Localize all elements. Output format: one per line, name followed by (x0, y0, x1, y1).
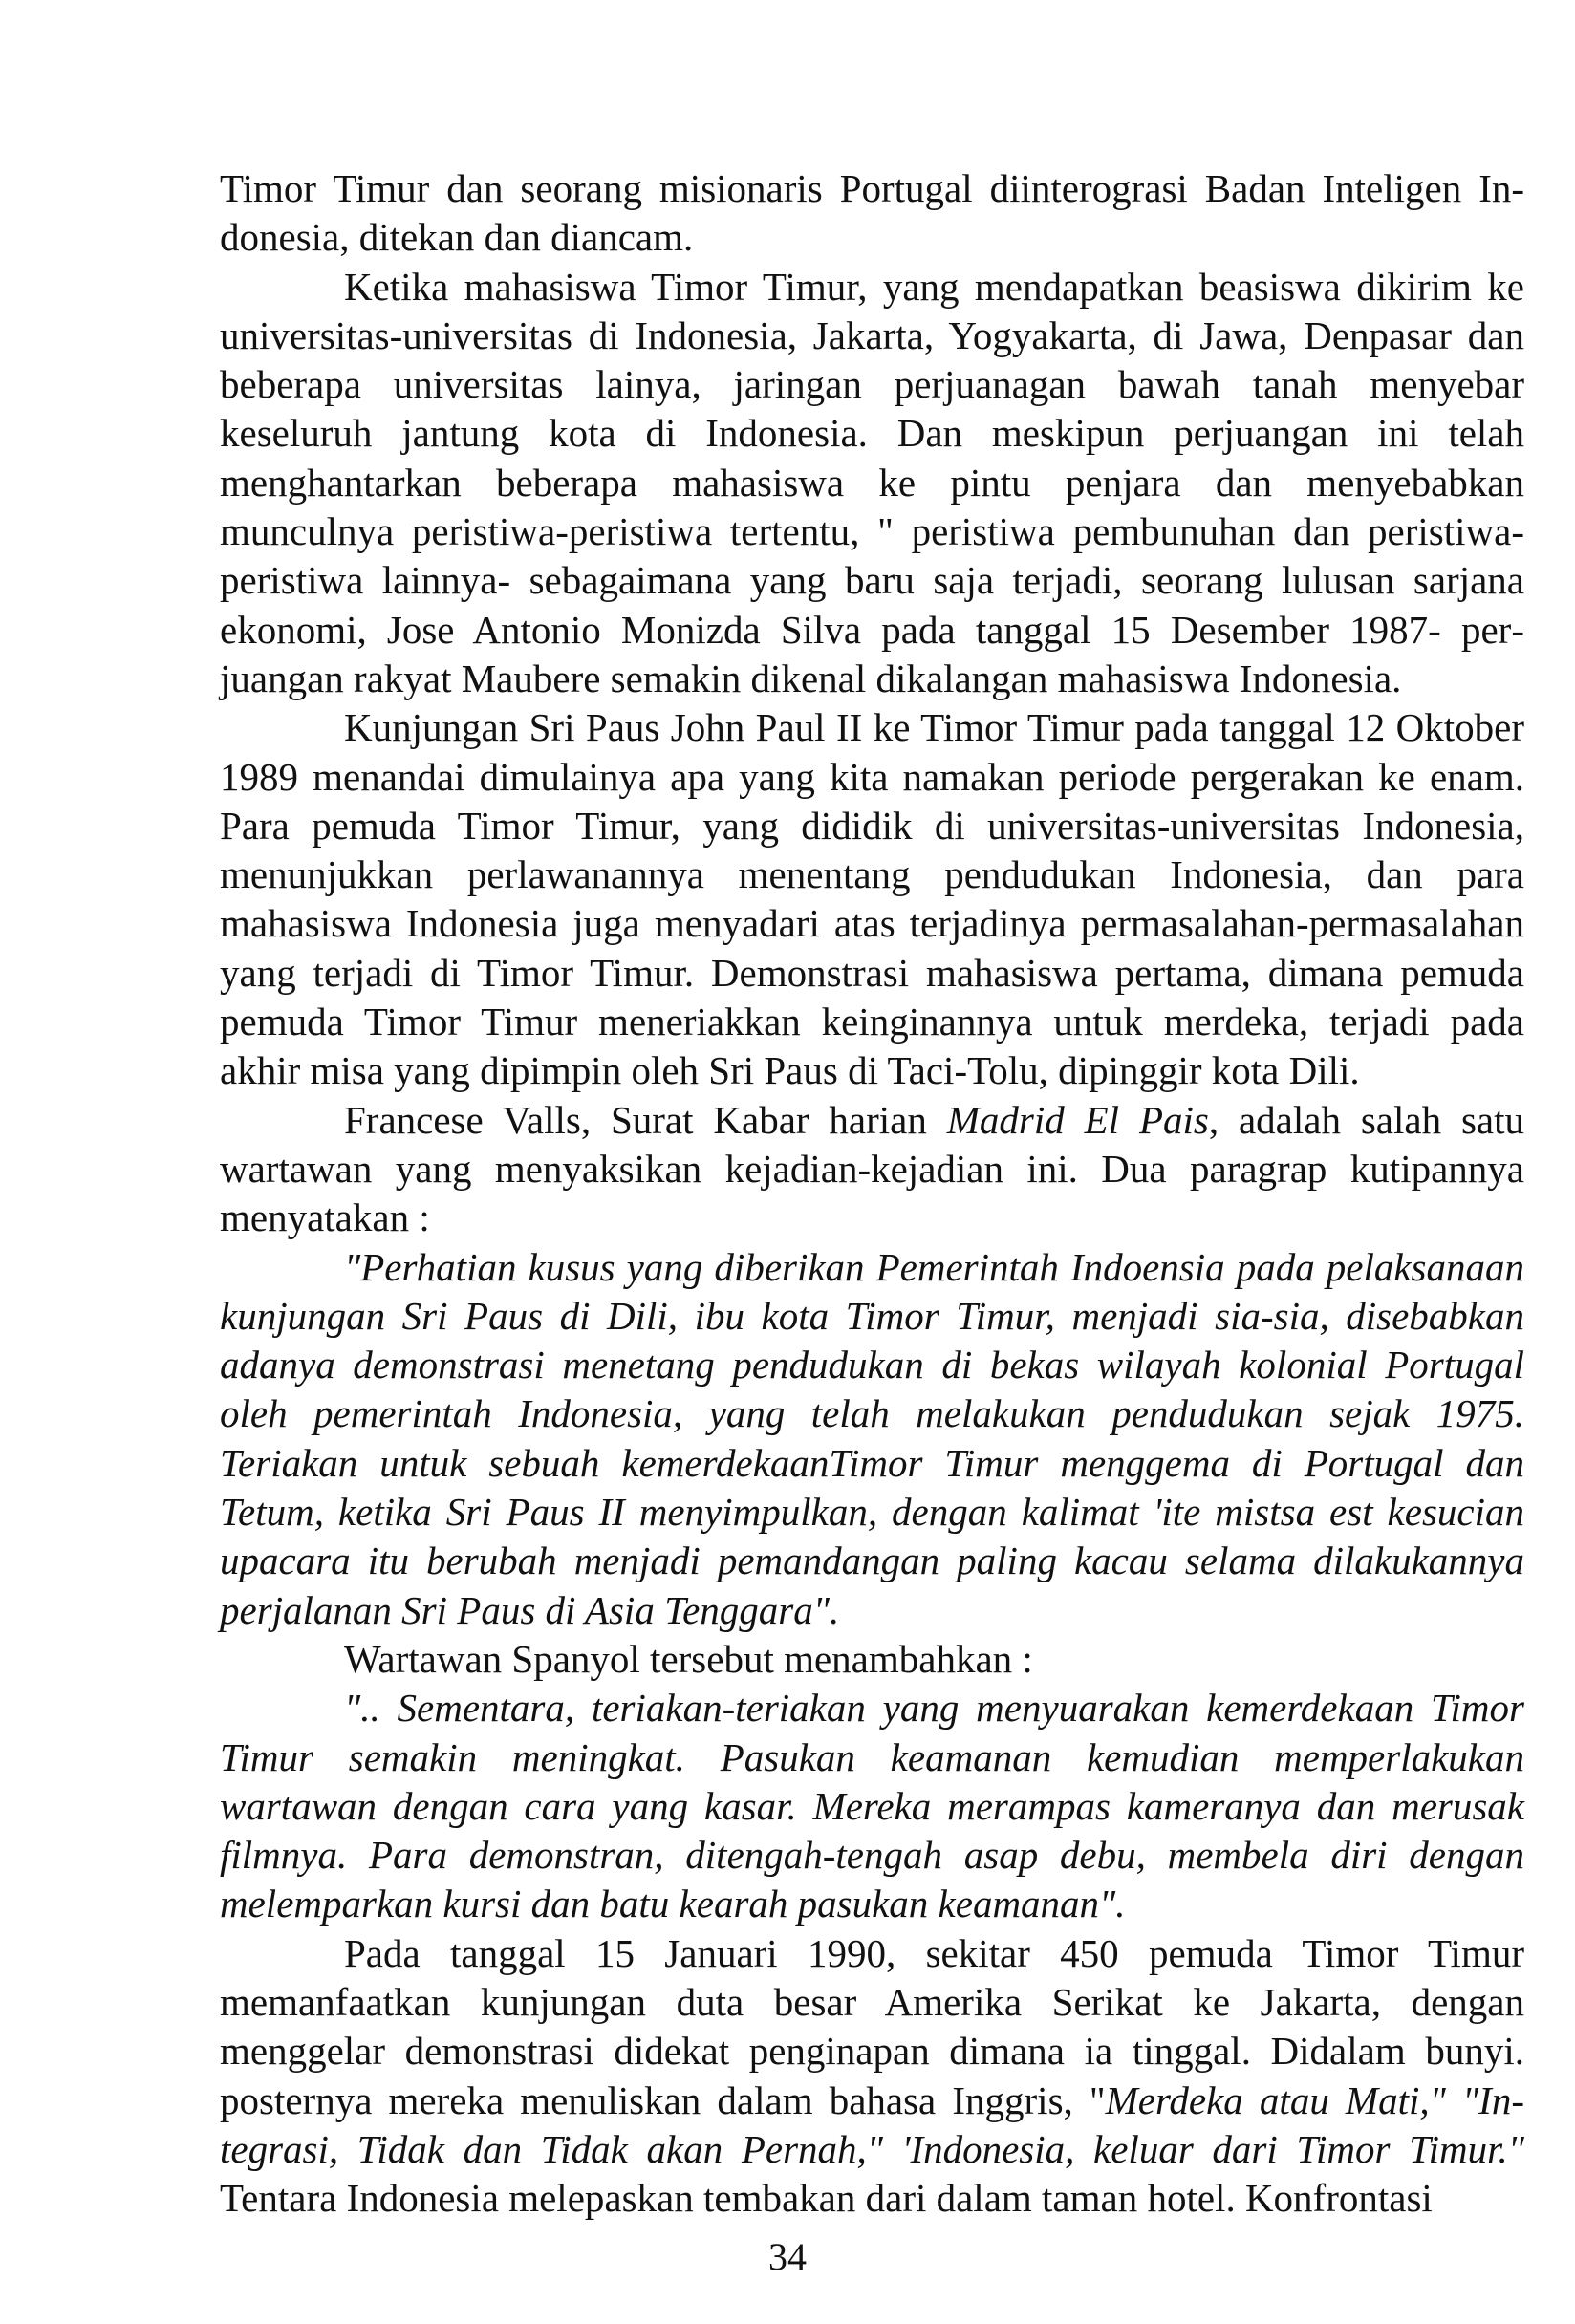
quote-1-text: "Perhatian kusus yang diberikan Pemerintah Indoensia pada pelaksanaan kunjungan Sri Paus di Dili, ibu kota Timor Timur, menjadi sia-sia, disebabkan adanya demonstrasi menetang pendudukan di bekas wilayah kolonial Portugal oleh pemerintah Indonesia, yang telah melakukan pendudukan sejak 1975. Teriakan untuk sebuah kemerdekaanTimor Timur menggema di Portugal dan Tetum, ketika Sri Paus II menyimpulkan, dengan kalimat 'ite mistsa est kesucian upacara itu berubah menjadi pemandangan paling kacau selama dilakukannya perjalanan Sri Paus di Asia Tenggara". (220, 1244, 1524, 1632)
paragraph-2-text: Ketika mahasiswa Timor Timur, yang mendapatkan beasiswa dikirim ke universitas-universitas di Indonesia, Jakarta, Yogyakarta, di Jawa, Denpasar dan beberapa universitas lainya, jaringan perjuanagan bawah tanah menyebar keseluruh jantung kota di Indonesia. Dan meskipun perjuangan ini telah menghantarkan beberapa mahasiswa ke pintu penjara dan menyebabkan munculnya peristiwa-peristiwa tertentu, " peristiwa pembunuhan dan peristiwaperistiwa lainnya- sebagaimana yang baru saja terjadi, seorang lulusan sarjana ekonomi, Jose Antonio Monizda Silva pada tanggal 15 Desember 1987- perjuangan rakyat Maubere semakin dikenal dikalangan mahasiswa Indonesia. (220, 264, 1524, 700)
newspaper-title: Madrid El Pais (946, 1097, 1209, 1142)
paragraph-2 (220, 263, 1524, 704)
paragraph-3 (220, 703, 1524, 1095)
page-body (220, 164, 1524, 2223)
paragraph-4-text-b: , adalah salah satu wartawan yang menyaksikan kejadian-kejadian ini. Dua paragrap kutipannya menyatakan : (220, 1097, 1524, 1240)
quote-2 (220, 1684, 1524, 1928)
paragraph-4 (220, 1096, 1524, 1243)
quote-2-text: ".. Sementara, teriakan-teriakan yang menyuarakan kemerdekaan Timor Timur semakin meningkat. Pasukan keamanan kemudian memperlakukan wartawan dengan cara yang kasar. Mereka merampas kameranya dan merusak filmnya. Para demonstran, ditengah-tengah asap debu, membela diri dengan melemparkan kursi dan batu kearah pasukan keamanan". (220, 1686, 1524, 1926)
paragraph-6 (220, 1635, 1524, 1684)
paragraph-6-text: Wartawan Spanyol tersebut menambahkan : (344, 1636, 1033, 1681)
paragraph-3-text: Kunjungan Sri Paus John Paul II ke Timor Timur pada tanggal 12 Oktober 1989 menandai dimulainya apa yang kita namakan periode pergerakan ke enam. Para pemuda Timor Timur, yang dididik di universitas-universitas Indonesia, menunjukkan perlawanannya menentang pendudukan Indonesia, dan para mahasiswa Indonesia juga menyadari atas terjadinya permasalahan-permasalahan yang terjadi di Timor Timur. Demonstrasi mahasiswa pertama, dimana pemuda pemuda Timor Timur meneriakkan keinginannya untuk merdeka, terjadi pada akhir misa yang dipimpin oleh Sri Paus di Taci-Tolu, dipinggir kota Dili. (220, 705, 1524, 1093)
poster-slogans: Merdeka atau Mati," "Integrasi, Tidak dan Tidak akan Pernah," 'Indonesia, keluar dari Timor Timur." (220, 2077, 1524, 2171)
paragraph-1-text: Timor Timur dan seorang misionaris Portugal diinterograsi Badan Inteligen Indonesia, ditekan dan diancam. (220, 166, 1524, 260)
paragraph-8-text-a: Pada tanggal 15 Januari 1990, sekitar 450 pemuda Timor Timur memanfaatkan kunjungan duta besar Amerika Serikat ke Jakarta, dengan menggelar demonstrasi didekat penginapan dimana ia tinggal. Didalam bunyi. posternya mereka menuliskan dalam bahasa Inggris, " (220, 1930, 1524, 2122)
quote-1 (220, 1243, 1524, 1635)
paragraph-4-text-a: Francese Valls, Surat Kabar harian (344, 1097, 947, 1142)
page-number: 34 (768, 2235, 807, 2278)
paragraph-8-text-b: Tentara Indonesia melepaskan tembakan dari dalam taman hotel. Konfrontasi (220, 2176, 1433, 2221)
paragraph-8 (220, 1929, 1524, 2224)
paragraph-1 (220, 164, 1524, 263)
